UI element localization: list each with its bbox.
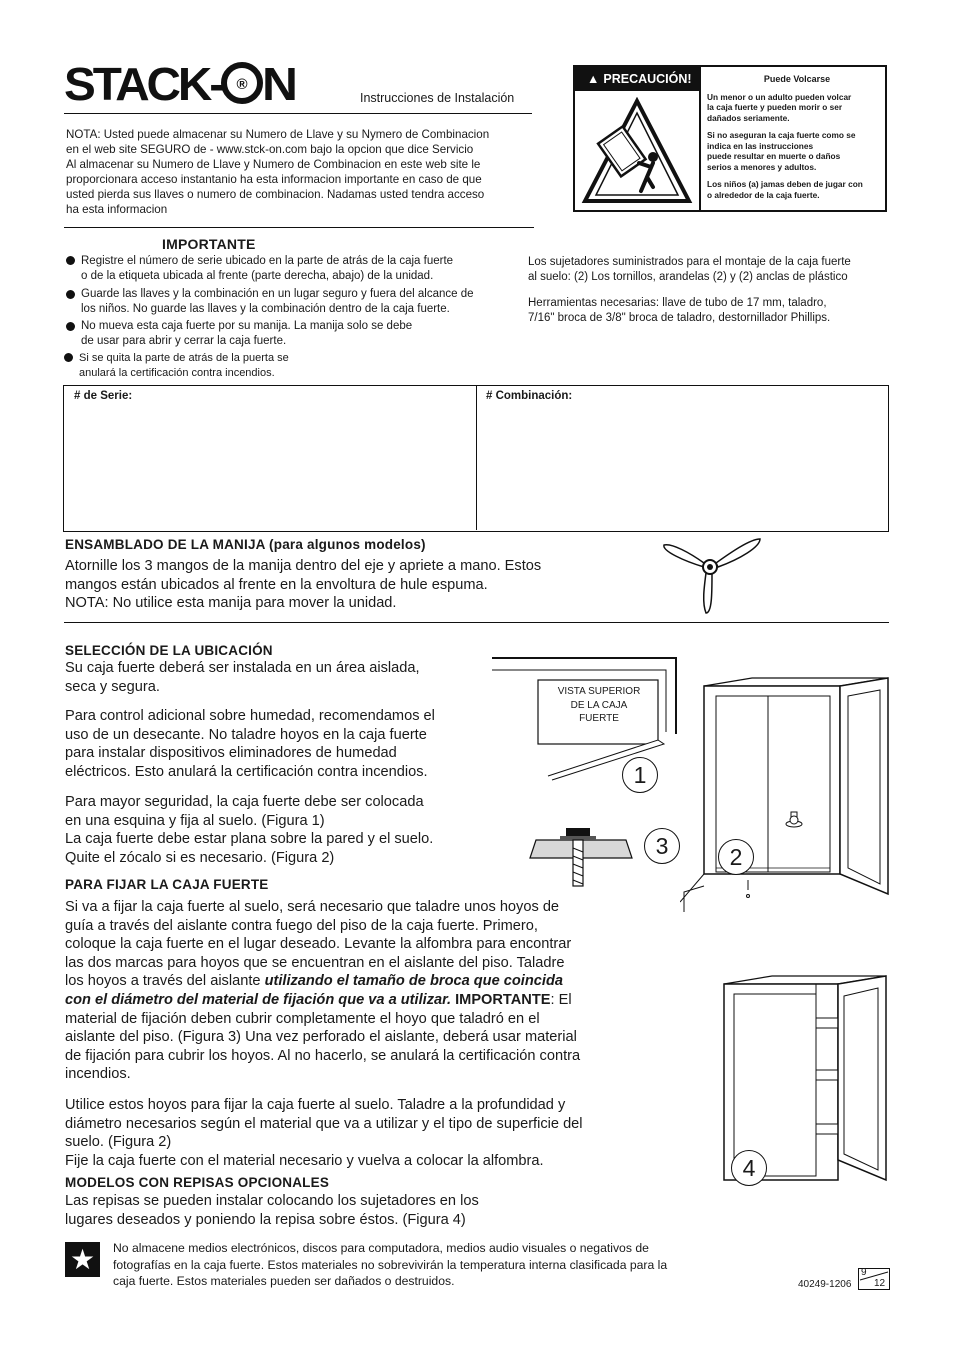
ubicacion-p2: Para control adicional sobre humedad, recomendamos el uso de un desecante. No taladre hoyos en la caja fuerte para instalar dispositivos eliminadores de humedad eléctricos. Esto anulará la certificación contra incendios.	[65, 708, 435, 780]
ubicacion-heading: SELECCIÓN DE LA UBICACIÓN	[65, 643, 273, 658]
tipping-safe-warning-icon	[581, 97, 693, 207]
caution-box	[573, 65, 887, 212]
note-rule	[64, 227, 534, 228]
caution-header: ▲ PRECAUCIÓN!	[575, 67, 699, 91]
media-warning: No almacene medios electrónicos, discos para computadora, medios audio visuales o negativos de fotografías en la caja fuerte. Estos materiales no sobrevivirán la temperatura interna clasificada para la caja fuerte. Estos materiales pueden ser dañados o destruidos.	[113, 1241, 668, 1288]
figure-3-number: 3	[644, 828, 680, 864]
importante-item-4: Si se quita la parte de atrás de la puerta se anulará la certificación contra incendios.	[79, 352, 289, 379]
stack-on-logo-icon	[64, 62, 300, 104]
svg-text:®: ®	[236, 76, 248, 93]
star-icon: ★	[65, 1242, 100, 1277]
brand-logo	[64, 62, 300, 104]
top-view-label: VISTA SUPERIOR DE LA CAJA FUERTE	[557, 686, 641, 724]
manija-text: Atornille los 3 mangos de la manija dentro del eje y apriete a mano. Estos mangos están ubicados al frente en la envoltura de hule espuma. NOTA: No utilice esta manija para mover la unidad.	[65, 558, 542, 612]
importante-heading: IMPORTANTE	[162, 236, 256, 252]
figure-1-number: 1	[622, 757, 658, 793]
caution-text: Puede Volcarse Un menor o un adulto pueden volcar la caja fuerte y pueden morir o ser dañados seriamente. Si no aseguran la caja fuerte como se indica en las instrucciones puede resultar en muerte o daños serios a menores y adultos. Los niños (a) jamas deben de jugar con o alrededor de la caja fuerte.	[707, 74, 863, 200]
record-box	[63, 385, 889, 532]
web-note: NOTA: Usted puede almacenar su Numero de Llave y su Nymero de Combinacion en el web site SEGURO de - www.stck-on.com bajo la opcion que dice Servicio Al almacenar su Numero de Llave y Numero de Combinacion en este web site le proporcionara acceso instantanio ha esta informacion importante en caso de que usted pierda sus llaves o numero de combinacion. Nadamas usted tendra acceso ha esta informacion	[66, 128, 490, 216]
bullet	[66, 322, 75, 331]
serial-field[interactable]	[64, 386, 477, 530]
importante-item-1: Registre el número de serie ubicado en la parte de atrás de la caja fuerte o de la etiqueta ubicada al frente (parte derecha, abajo) de la unidad.	[81, 255, 454, 282]
importante-item-2: Guarde las llaves y la combinación en un lugar seguro y fuera del alcance de los niños. No guarde las llaves y la combinación dentro de la caja fuerte.	[81, 288, 474, 315]
section-rule	[64, 622, 889, 623]
bullet	[64, 353, 73, 362]
fijar-p2: Utilice estos hoyos para fijar la caja fuerte al suelo. Taladre a la profundidad y diámetro necesarios según el material que va a utilizar y el tipo de superficie del suelo. (Figura 2) Fije la caja fuerte con el material necesario y vuelva a colocar la alfombra.	[65, 1097, 583, 1169]
svg-text:N: N	[262, 62, 298, 104]
fijar-heading: PARA FIJAR LA CAJA FUERTE	[65, 877, 269, 892]
tools-note: Herramientas necesarias: llave de tubo de 17 mm, taladro, 7/16" broca de 3/8" broca de taladro, destornillador Phillips.	[528, 297, 831, 324]
figure-2-number: 2	[718, 839, 754, 875]
ubicacion-p1: Su caja fuerte deberá ser instalada en un área aislada, seca y segura.	[65, 660, 420, 695]
repisas-text: Las repisas se pueden instalar colocando los sujetadores en los lugares deseados y poniendo la repisa sobre éstos. (Figura 4)	[65, 1193, 479, 1228]
bullet	[66, 256, 75, 265]
figure-4-number: 4	[731, 1150, 767, 1186]
page-number: 9 12	[858, 1268, 890, 1290]
doc-code: 40249-1206	[798, 1279, 852, 1290]
combination-label: # Combinación:	[486, 390, 573, 402]
manija-heading: ENSAMBLADO DE LA MANIJA (para algunos modelos)	[65, 537, 426, 552]
handle-spokes-icon	[660, 533, 764, 617]
warning-triangle-icon: ▲	[587, 72, 600, 86]
serial-label: # de Serie:	[74, 390, 133, 402]
combination-field[interactable]	[478, 386, 888, 530]
fijar-text: Si va a fijar la caja fuerte al suelo, será necesario que taladre unos hoyos de guía a través del aislante contra fuego del piso de la caja fuerte. Primero, coloque la caja fuerte en el lugar deseado. Levante la alfombra para encontrar las dos marcas para hoyos que se encuentran en el aislante del piso. Taladre los hoyos a través del aislante utilizando el tamaño de broca que coincida con el diámetro del material de fijación que va a utilizar. IMPORTANTE: El material de fijación deben cubrir completamente el hoyo que taladró en el aislante del piso. (Figura 3) Una vez perforado el aislante, deberá usar material de fijación para cubrir los hoyos. Al no hacerlo, se anulará la certificación contra incendios.	[65, 899, 581, 1083]
figure-3-anchor-bolt	[528, 826, 636, 890]
bullet	[66, 290, 75, 299]
figure-2-safe-open	[680, 676, 892, 912]
svg-text:STACK-: STACK-	[64, 62, 224, 104]
caution-graphic	[575, 67, 701, 212]
ubicacion-p3: Para mayor seguridad, la caja fuerte debe ser colocada en una esquina y fija al suelo. (Figura 1) La caja fuerte debe estar plana sobre la pared y el suelo. Quite el zócalo si es necesario. (Figura 2)	[65, 794, 434, 866]
repisas-heading: MODELOS CON REPISAS OPCIONALES	[65, 1175, 330, 1190]
importante-item-3: No mueva esta caja fuerte por su manija. La manija solo se debe de usar para abrir y cerrar la caja fuerte.	[81, 320, 413, 347]
doc-title: Instrucciones de Instalación	[360, 91, 515, 105]
fasteners-note: Los sujetadores suministrados para el montaje de la caja fuerte al suelo: (2) Los tornillos, arandelas (2) y (2) anclas de plástico	[528, 256, 851, 283]
header-rule	[64, 113, 532, 114]
